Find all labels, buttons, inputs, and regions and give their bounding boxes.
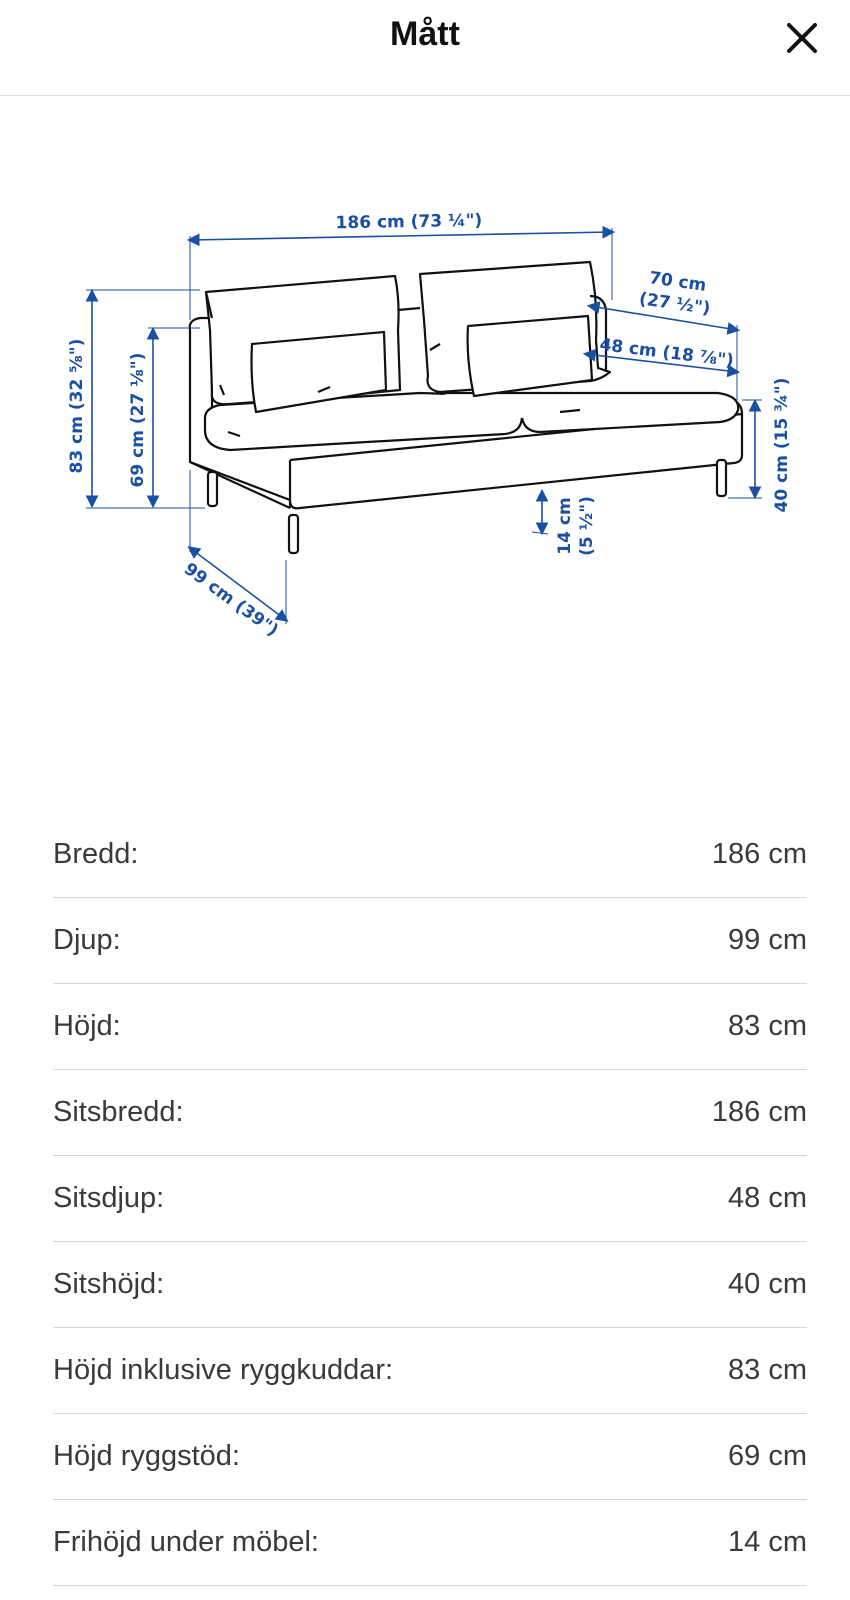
spec-value: 186 cm xyxy=(711,838,807,870)
spec-value: 69 cm xyxy=(728,1440,807,1472)
label-width: 186 cm (73 ¼") xyxy=(335,210,483,234)
spec-value: 40 cm xyxy=(728,1268,807,1300)
spec-row-seat-depth xyxy=(53,1156,807,1242)
header xyxy=(0,0,850,96)
spec-label: Höjd inklusive ryggkuddar: xyxy=(53,1354,394,1386)
label-depth: 99 cm (39") xyxy=(180,559,282,641)
label-arm-depth-cm: 70 cm xyxy=(647,268,708,296)
spec-value: 99 cm xyxy=(728,924,807,956)
spec-row-depth xyxy=(53,898,807,984)
spec-label: Bredd: xyxy=(53,838,139,870)
label-arm-depth-in: (27 ½") xyxy=(637,289,712,319)
spec-value: 83 cm xyxy=(728,1010,807,1042)
spec-label: Djup: xyxy=(53,924,121,956)
spec-value: 14 cm xyxy=(728,1526,807,1558)
spec-row-width xyxy=(53,812,807,898)
spec-label: Sitsbredd: xyxy=(53,1096,184,1128)
spec-row-clearance xyxy=(53,1500,807,1586)
spec-value: 186 cm xyxy=(711,1096,807,1128)
label-total-height: 83 cm (32 ⅝") xyxy=(67,338,87,474)
spec-label: Höjd ryggstöd: xyxy=(53,1440,240,1472)
spec-label: Höjd: xyxy=(53,1010,121,1042)
dimension-diagram xyxy=(0,180,850,660)
spec-row-height-incl-cushions xyxy=(53,1328,807,1414)
label-clearance-in: (5 ½") xyxy=(577,496,597,556)
spec-label: Sitsdjup: xyxy=(53,1182,165,1214)
spec-value: 48 cm xyxy=(728,1182,807,1214)
dimension-list xyxy=(53,812,807,1586)
label-seat-depth: 48 cm (18 ⅞") xyxy=(598,334,735,372)
spec-row-seat-width xyxy=(53,1070,807,1156)
page-title: Mått xyxy=(390,15,460,53)
label-clearance-cm: 14 cm xyxy=(555,497,575,555)
spec-label: Frihöjd under möbel: xyxy=(53,1526,319,1558)
close-icon xyxy=(782,18,822,58)
label-seat-height: 40 cm (15 ¾") xyxy=(772,377,792,513)
spec-row-seat-height xyxy=(53,1242,807,1328)
spec-value: 83 cm xyxy=(728,1354,807,1386)
spec-row-backrest-height xyxy=(53,1414,807,1500)
label-back-height: 69 cm (27 ⅛") xyxy=(128,352,148,488)
close-button[interactable] xyxy=(782,18,822,58)
spec-row-height xyxy=(53,984,807,1070)
spec-label: Sitshöjd: xyxy=(53,1268,165,1300)
